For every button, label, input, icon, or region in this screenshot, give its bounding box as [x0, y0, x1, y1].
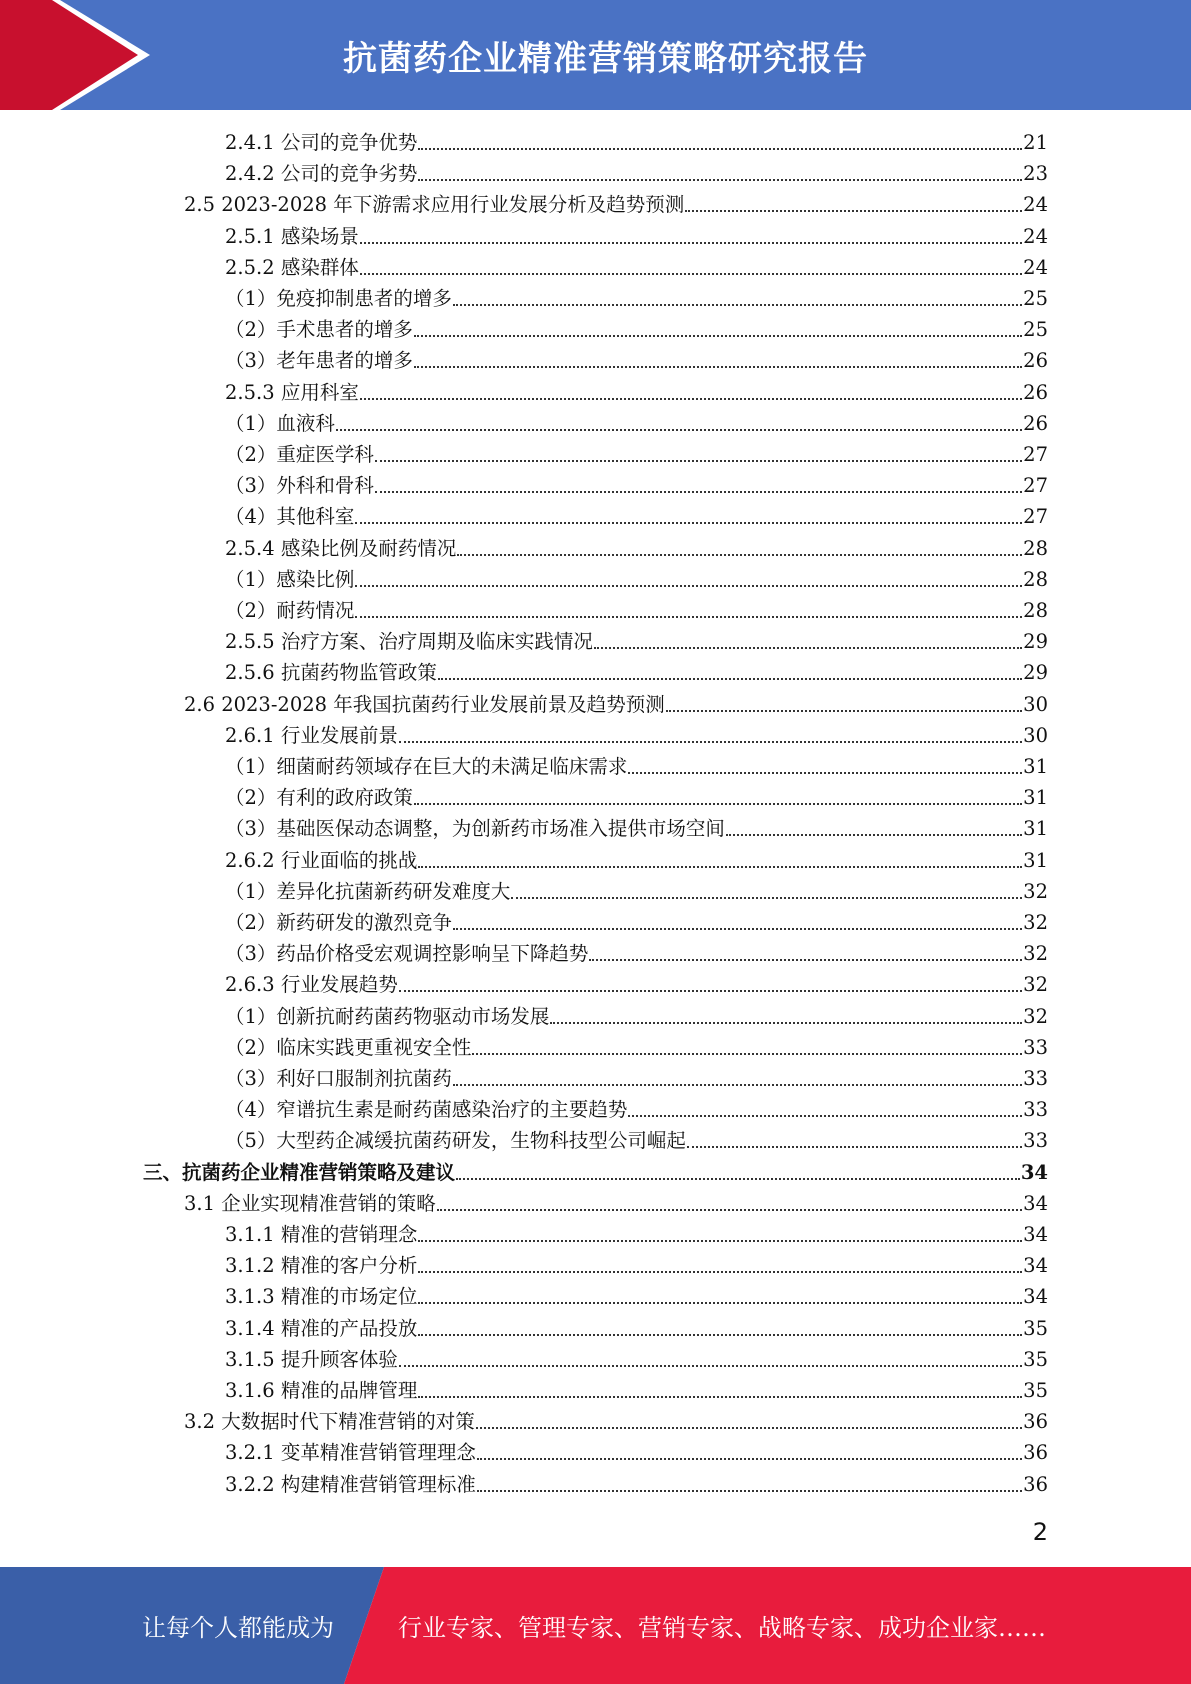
toc-entry-label: 2.5 2023-2028 年下游需求应用行业发展分析及趋势预测 — [184, 193, 685, 216]
toc-entry-label: （2）重症医学科 — [225, 443, 374, 466]
toc-entry-page: 36 — [1023, 1410, 1048, 1433]
footer-slogan-right: 行业专家、管理专家、营销专家、战略专家、成功企业家…… — [398, 1614, 1046, 1642]
toc-entry[interactable] — [184, 1406, 1048, 1437]
toc-entry-page: 26 — [1023, 349, 1048, 372]
toc-entry-label: 2.5.6 抗菌药物监管政策 — [225, 661, 437, 684]
toc-entry-label: 3.1.6 精准的品牌管理 — [225, 1379, 418, 1402]
toc-entry-page: 31 — [1023, 817, 1048, 840]
toc-entry-page: 24 — [1023, 193, 1048, 216]
toc-entry-page: 32 — [1023, 942, 1048, 965]
toc-leader-dots — [399, 1365, 1022, 1367]
toc-entry-label: （4）其他科室 — [225, 505, 355, 528]
toc-entry[interactable] — [225, 439, 1048, 470]
toc-entry[interactable] — [184, 189, 1048, 220]
toc-leader-dots — [375, 491, 1022, 493]
toc-entry-page: 33 — [1023, 1036, 1048, 1059]
toc-leader-dots — [438, 678, 1022, 680]
toc-leader-dots — [418, 148, 1022, 150]
toc-leader-dots — [628, 1115, 1022, 1117]
toc-entry-page: 27 — [1023, 474, 1048, 497]
toc-entry-page: 31 — [1023, 786, 1048, 809]
toc-entry[interactable] — [225, 938, 1048, 969]
toc-entry-page: 35 — [1023, 1317, 1048, 1340]
toc-entry-page: 25 — [1023, 318, 1048, 341]
toc-entry[interactable] — [225, 501, 1048, 532]
toc-entry-label: 3.2.1 变革精准营销管理理念 — [225, 1441, 476, 1464]
toc-entry[interactable] — [225, 408, 1048, 439]
toc-entry-label: （1）细菌耐药领域存在巨大的未满足临床需求 — [225, 755, 628, 778]
toc-entry-page: 31 — [1023, 755, 1048, 778]
toc-entry-page: 23 — [1023, 162, 1048, 185]
toc-entry[interactable] — [225, 283, 1048, 314]
toc-entry[interactable] — [225, 720, 1048, 751]
toc-entry[interactable] — [225, 1125, 1048, 1156]
toc-leader-dots — [687, 1146, 1022, 1148]
toc-entry-page: 29 — [1023, 630, 1048, 653]
toc-entry[interactable] — [225, 907, 1048, 938]
toc-entry-label: 3.2.2 构建精准营销管理标准 — [225, 1473, 476, 1496]
toc-entry[interactable] — [225, 751, 1048, 782]
toc-entry[interactable] — [184, 689, 1048, 720]
toc-entry-page: 33 — [1023, 1098, 1048, 1121]
toc-leader-dots — [666, 710, 1022, 712]
toc-leader-dots — [418, 1240, 1022, 1242]
toc-leader-dots — [360, 398, 1022, 400]
toc-leader-dots — [399, 990, 1022, 992]
toc-entry[interactable] — [225, 595, 1048, 626]
toc-entry[interactable] — [225, 564, 1048, 595]
toc-entry[interactable] — [184, 1188, 1048, 1219]
toc-entry-page: 26 — [1023, 412, 1048, 435]
toc-leader-dots — [360, 242, 1022, 244]
toc-entry-label: 3.1 企业实现精准营销的策略 — [184, 1192, 436, 1215]
toc-leader-dots — [685, 210, 1022, 212]
footer-slogan-left: 让每个人都能成为 — [142, 1614, 334, 1642]
toc-entry-label: 2.6.1 行业发展前景 — [225, 724, 398, 747]
toc-entry-label: （1）创新抗耐药菌药物驱动市场发展 — [225, 1005, 550, 1028]
toc-entry[interactable] — [225, 657, 1048, 688]
toc-leader-dots — [726, 834, 1022, 836]
toc-leader-dots — [628, 772, 1022, 774]
toc-entry-label: 2.5.1 感染场景 — [225, 225, 359, 248]
toc-leader-dots — [414, 335, 1022, 337]
toc-entry-label: （5）大型药企减缓抗菌药研发，生物科技型公司崛起 — [225, 1129, 686, 1152]
toc-leader-dots — [453, 1084, 1022, 1086]
toc-entry[interactable] — [225, 221, 1048, 252]
toc-entry-label: 2.6 2023-2028 年我国抗菌药行业发展前景及趋势预测 — [184, 693, 665, 716]
toc-entry[interactable] — [225, 1281, 1048, 1312]
toc-entry-label: （4）窄谱抗生素是耐药菌感染治疗的主要趋势 — [225, 1098, 628, 1121]
toc-entry[interactable] — [225, 626, 1048, 657]
toc-entry-page: 32 — [1023, 880, 1048, 903]
toc-entry[interactable] — [225, 1001, 1048, 1032]
toc-entry-page: 32 — [1023, 1005, 1048, 1028]
toc-entry[interactable] — [225, 533, 1048, 564]
toc-leader-dots — [418, 1334, 1022, 1336]
toc-entry-page: 36 — [1023, 1473, 1048, 1496]
toc-entry[interactable] — [225, 1219, 1048, 1250]
toc-leader-dots — [355, 522, 1022, 524]
toc-entry-label: （1）血液科 — [225, 412, 335, 435]
toc-entry[interactable] — [225, 127, 1048, 158]
toc-entry[interactable] — [225, 1063, 1048, 1094]
toc-entry-page: 30 — [1023, 693, 1048, 716]
toc-entry-page: 31 — [1023, 849, 1048, 872]
toc-leader-dots — [418, 1396, 1022, 1398]
toc-entry[interactable] — [225, 252, 1048, 283]
toc-entry-label: （2）手术患者的增多 — [225, 318, 413, 341]
toc-entry-page: 34 — [1023, 1285, 1048, 1308]
toc-leader-dots — [414, 366, 1022, 368]
toc-entry[interactable] — [225, 1250, 1048, 1281]
toc-entry-page: 34 — [1020, 1161, 1048, 1184]
toc-entry[interactable] — [225, 876, 1048, 907]
toc-entry-label: （2）耐药情况 — [225, 599, 355, 622]
toc-entry-label: 2.5.2 感染群体 — [225, 256, 359, 279]
toc-leader-dots — [477, 1490, 1022, 1492]
toc-entry-label: （3）外科和骨科 — [225, 474, 374, 497]
toc-entry[interactable] — [225, 813, 1048, 844]
toc-entry-label: （3）药品价格受宏观调控影响呈下降趋势 — [225, 942, 589, 965]
toc-entry-label: 2.5.4 感染比例及耐药情况 — [225, 537, 457, 560]
toc-entry-page: 27 — [1023, 505, 1048, 528]
toc-leader-dots — [355, 585, 1022, 587]
toc-entry-label: 2.5.5 治疗方案、治疗周期及临床实践情况 — [225, 630, 593, 653]
toc-entry[interactable] — [225, 1032, 1048, 1063]
toc-entry-page: 36 — [1023, 1441, 1048, 1464]
toc-entry-page: 33 — [1023, 1129, 1048, 1152]
toc-entry-page: 27 — [1023, 443, 1048, 466]
toc-entry-label: 3.2 大数据时代下精准营销的对策 — [184, 1410, 475, 1433]
toc-leader-dots — [355, 616, 1022, 618]
toc-entry-label: （2）有利的政府政策 — [225, 786, 413, 809]
toc-leader-dots — [375, 460, 1022, 462]
toc-entry-page: 29 — [1023, 661, 1048, 684]
toc-entry-label: 三、抗菌药企业精准营销策略及建议 — [143, 1161, 456, 1184]
toc-entry[interactable] — [225, 377, 1048, 408]
toc-entry-page: 30 — [1023, 724, 1048, 747]
toc-entry-label: （1）差异化抗菌新药研发难度大 — [225, 880, 511, 903]
toc-leader-dots — [589, 959, 1022, 961]
toc-entry-page: 26 — [1023, 381, 1048, 404]
toc-leader-dots — [418, 1302, 1022, 1304]
toc-leader-dots — [457, 554, 1022, 556]
page-number: 2 — [1032, 1518, 1048, 1546]
toc-leader-dots — [594, 647, 1022, 649]
toc-entry[interactable] — [225, 1094, 1048, 1125]
toc-entry-page: 28 — [1023, 568, 1048, 591]
toc-leader-dots — [550, 1022, 1022, 1024]
toc-entry[interactable] — [225, 314, 1048, 345]
toc-entry[interactable] — [225, 470, 1048, 501]
toc-entry[interactable] — [225, 1313, 1048, 1344]
page-header — [0, 0, 1191, 110]
toc-leader-dots — [456, 1178, 1020, 1180]
toc-entry[interactable] — [225, 1344, 1048, 1375]
toc-leader-dots — [477, 1458, 1022, 1460]
toc-entry-label: 3.1.3 精准的市场定位 — [225, 1285, 418, 1308]
toc-entry-page: 25 — [1023, 287, 1048, 310]
toc-entry[interactable] — [225, 969, 1048, 1000]
toc-entry[interactable] — [225, 845, 1048, 876]
toc-entry[interactable] — [225, 1375, 1048, 1406]
toc-entry[interactable] — [225, 782, 1048, 813]
toc-entry[interactable] — [225, 158, 1048, 189]
toc-entry[interactable] — [225, 1437, 1048, 1468]
toc-leader-dots — [336, 429, 1022, 431]
toc-entry[interactable] — [225, 1469, 1048, 1500]
toc-entry-page: 32 — [1023, 973, 1048, 996]
toc-entry-label: 2.4.1 公司的竞争优势 — [225, 131, 418, 154]
toc-entry-label: 2.6.2 行业面临的挑战 — [225, 849, 418, 872]
toc-leader-dots — [418, 179, 1022, 181]
toc-leader-dots — [414, 803, 1022, 805]
toc-entry-label: （3）老年患者的增多 — [225, 349, 413, 372]
toc-entry-page: 21 — [1023, 131, 1048, 154]
toc-entry-label: 3.1.1 精准的营销理念 — [225, 1223, 418, 1246]
toc-entry-label: （1）感染比例 — [225, 568, 355, 591]
toc-leader-dots — [511, 897, 1022, 899]
toc-entry-label: 2.6.3 行业发展趋势 — [225, 973, 398, 996]
toc-leader-dots — [399, 741, 1022, 743]
toc-entry-page: 35 — [1023, 1348, 1048, 1371]
toc-entry-label: 3.1.4 精准的产品投放 — [225, 1317, 418, 1340]
toc-entry-page: 33 — [1023, 1067, 1048, 1090]
toc-entry-label: 3.1.5 提升顾客体验 — [225, 1348, 398, 1371]
toc-leader-dots — [418, 866, 1022, 868]
toc-entry-page: 28 — [1023, 537, 1048, 560]
toc-entry-label: 3.1.2 精准的客户分析 — [225, 1254, 418, 1277]
toc-entry-page: 24 — [1023, 225, 1048, 248]
page-footer — [0, 1567, 1191, 1684]
toc-entry-label: （3）基础医保动态调整，为创新药市场准入提供市场空间 — [225, 817, 725, 840]
toc-leader-dots — [360, 273, 1022, 275]
toc-entry[interactable] — [225, 345, 1048, 376]
toc-entry-label: 2.5.3 应用科室 — [225, 381, 359, 404]
toc-leader-dots — [472, 1053, 1022, 1055]
toc-entry-label: （1）免疫抑制患者的增多 — [225, 287, 452, 310]
toc-entry-page: 34 — [1023, 1223, 1048, 1246]
toc-leader-dots — [437, 1209, 1022, 1211]
toc-leader-dots — [418, 1271, 1022, 1273]
toc-entry-page: 34 — [1023, 1192, 1048, 1215]
toc-entry-page: 35 — [1023, 1379, 1048, 1402]
toc-leader-dots — [453, 304, 1022, 306]
toc-leader-dots — [453, 928, 1022, 930]
toc-entry[interactable] — [143, 1157, 1048, 1188]
toc-entry-label: （2）新药研发的激烈竞争 — [225, 911, 452, 934]
toc-entry-page: 24 — [1023, 256, 1048, 279]
toc-entry-label: （3）利好口服制剂抗菌药 — [225, 1067, 452, 1090]
toc-entry-page: 28 — [1023, 599, 1048, 622]
toc-entry-page: 34 — [1023, 1254, 1048, 1277]
toc-entry-label: （2）临床实践更重视安全性 — [225, 1036, 472, 1059]
toc-entry-label: 2.4.2 公司的竞争劣势 — [225, 162, 418, 185]
toc-entry-page: 32 — [1023, 911, 1048, 934]
report-title: 抗菌药企业精准营销策略研究报告 — [343, 38, 868, 79]
toc-leader-dots — [476, 1427, 1022, 1429]
